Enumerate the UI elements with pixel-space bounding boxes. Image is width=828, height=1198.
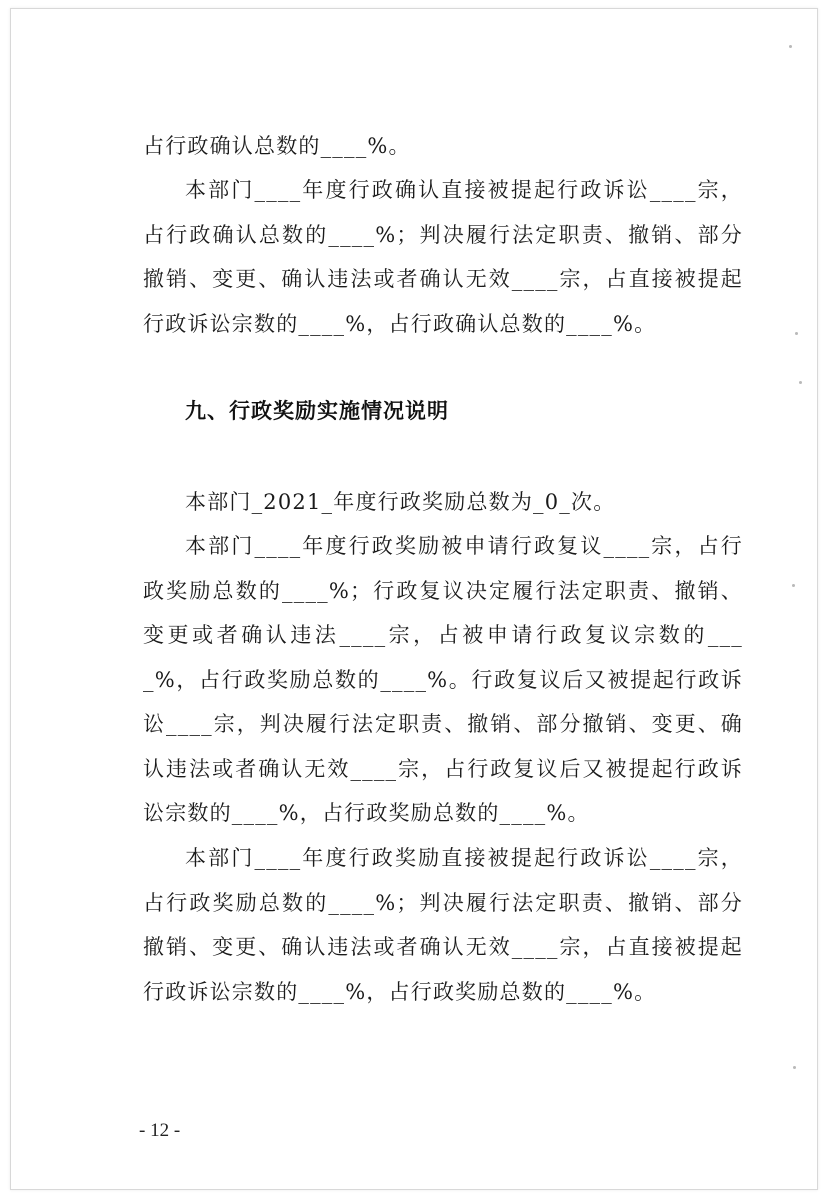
scan-speck xyxy=(789,45,792,48)
scan-speck xyxy=(793,1066,796,1069)
paragraph-confirm-total-tail: 占行政确认总数的____%。 xyxy=(143,134,411,158)
paragraph-reward-litigation: 本部门____年度行政奖励直接被提起行政诉讼____宗，占行政奖励总数的____%；判决履行法定职责、撤销、部分撤销、变更、确认违法或者确认无效____宗，占直接被提起行政诉讼宗数的____%，占行政奖励总数的____%。 xyxy=(143,846,743,1004)
paragraph-reward-review: 本部门____年度行政奖励被申请行政复议____宗，占行政奖励总数的____%；行政复议决定履行法定职责、撤销、变更或者确认违法____宗，占被申请行政复议宗数的____%，占行政奖励总数的____%。行政复议后又被提起行政诉讼____宗，判决履行法定职责、撤销、部分撤销、变更、确认违法或者确认无效____宗，占行政复议后又被提起行政诉讼宗数的____%，占行政奖励总数的____%。 xyxy=(143,534,743,825)
section-heading-reward: 九、行政奖励实施情况说明 xyxy=(185,399,449,423)
scan-speck xyxy=(792,584,795,587)
paragraph-confirm-litigation: 本部门____年度行政确认直接被提起行政诉讼____宗，占行政确认总数的____%；判决履行法定职责、撤销、部分撤销、变更、确认违法或者确认无效____宗，占直接被提起行政诉讼宗数的____%，占行政确认总数的____%。 xyxy=(143,178,743,336)
scan-speck xyxy=(799,381,802,384)
document-page xyxy=(10,8,818,1190)
page-number: - 12 - xyxy=(139,1120,181,1141)
paragraph-reward-total: 本部门_2021_年度行政奖励总数为_0_次。 xyxy=(185,490,616,514)
scan-speck xyxy=(795,332,798,335)
